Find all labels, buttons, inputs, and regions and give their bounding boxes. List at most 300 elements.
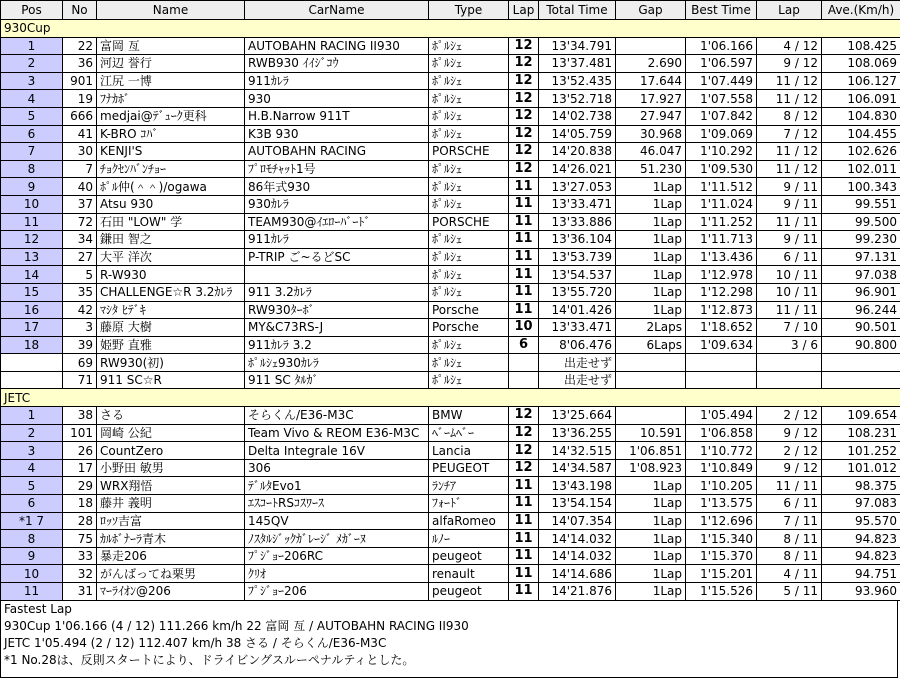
cell-carname: 306 bbox=[245, 459, 429, 477]
table-row bbox=[1, 90, 900, 108]
cell-type: ﾗﾝﾁｱ bbox=[429, 477, 509, 495]
header-gap: Gap bbox=[616, 1, 686, 20]
cell-best-time: 1'06.166 bbox=[686, 37, 757, 55]
cell-best-time: 1'07.449 bbox=[686, 72, 757, 90]
cell-no: 37 bbox=[63, 195, 97, 213]
cell-average: 96.244 bbox=[822, 301, 900, 319]
cell-best-lap: 7 / 12 bbox=[757, 125, 822, 143]
header-lap: Lap bbox=[509, 1, 539, 20]
cell-no: 101 bbox=[63, 424, 97, 442]
penalty-note: *1 No.28は、反則スタートにより、ドライビングスルーペナルティとした。 bbox=[4, 652, 897, 669]
cell-lap: 12 bbox=[509, 143, 539, 161]
cell-total-time: 13'36.255 bbox=[539, 424, 616, 442]
table-row bbox=[1, 37, 900, 55]
cell-pos: *1 7 bbox=[1, 512, 63, 530]
cell-no: 17 bbox=[63, 459, 97, 477]
cell-lap: 11 bbox=[509, 248, 539, 266]
cell-type: ﾎﾟﾙｼｪ bbox=[429, 283, 509, 301]
cell-lap: 11 bbox=[509, 477, 539, 495]
table-row bbox=[1, 512, 900, 530]
cell-average: 102.626 bbox=[822, 143, 900, 161]
cell-carname: 911ｶﾚﾗ 3.2 bbox=[245, 336, 429, 354]
cell-total-time: 13'55.720 bbox=[539, 283, 616, 301]
group-header-row bbox=[1, 389, 900, 407]
cell-average: 97.131 bbox=[822, 248, 900, 266]
cell-carname: MY&C73RS-J bbox=[245, 319, 429, 337]
cell-average: 104.830 bbox=[822, 107, 900, 125]
cell-pos: 9 bbox=[1, 547, 63, 565]
cell-total-time: 13'34.791 bbox=[539, 37, 616, 55]
cell-lap: 11 bbox=[509, 547, 539, 565]
cell-type: Porsche bbox=[429, 319, 509, 337]
cell-best-time: 1'10.205 bbox=[686, 477, 757, 495]
table-row bbox=[1, 336, 900, 354]
cell-name: 石田 "LOW" 学 bbox=[97, 213, 245, 231]
cell-best-time: 1'15.526 bbox=[686, 583, 757, 601]
cell-pos: 11 bbox=[1, 583, 63, 601]
cell-best-time: 1'06.858 bbox=[686, 424, 757, 442]
cell-best-time bbox=[686, 354, 757, 372]
cell-best-time: 1'10.292 bbox=[686, 143, 757, 161]
cell-name: medjai@ﾃﾞｭｰｸ更科 bbox=[97, 107, 245, 125]
cell-best-lap: 11 / 12 bbox=[757, 143, 822, 161]
cell-no: 666 bbox=[63, 107, 97, 125]
cell-average bbox=[822, 371, 900, 389]
table-row bbox=[1, 407, 900, 425]
cell-pos: 2 bbox=[1, 55, 63, 73]
cell-carname: H.B.Narrow 911T bbox=[245, 107, 429, 125]
cell-average: 109.654 bbox=[822, 407, 900, 425]
cell-best-time: 1'15.201 bbox=[686, 565, 757, 583]
cell-best-lap: 9 / 12 bbox=[757, 55, 822, 73]
cell-best-time: 1'07.558 bbox=[686, 90, 757, 108]
cell-total-time: 13'33.471 bbox=[539, 319, 616, 337]
table-row bbox=[1, 371, 900, 389]
cell-best-lap: 7 / 10 bbox=[757, 319, 822, 337]
cell-best-lap: 9 / 11 bbox=[757, 231, 822, 249]
cell-name: ﾎﾟﾙ仲(＾＾)/ogawa bbox=[97, 178, 245, 196]
cell-type: ﾌｫｰﾄﾞ bbox=[429, 495, 509, 513]
table-row bbox=[1, 160, 900, 178]
cell-type: ﾎﾟﾙｼｪ bbox=[429, 354, 509, 372]
cell-pos: 5 bbox=[1, 107, 63, 125]
cell-total-time: 14'26.021 bbox=[539, 160, 616, 178]
table-row bbox=[1, 583, 900, 601]
cell-pos bbox=[1, 371, 63, 389]
cell-carname: 911 3.2ｶﾚﾗ bbox=[245, 283, 429, 301]
cell-best-lap: 9 / 12 bbox=[757, 459, 822, 477]
cell-total-time: 13'43.198 bbox=[539, 477, 616, 495]
cell-no: 42 bbox=[63, 301, 97, 319]
cell-gap: 1Lap bbox=[616, 583, 686, 601]
cell-type: ﾎﾟﾙｼｪ bbox=[429, 371, 509, 389]
cell-no: 7 bbox=[63, 160, 97, 178]
cell-total-time: 13'33.886 bbox=[539, 213, 616, 231]
table-row bbox=[1, 565, 900, 583]
cell-best-time: 1'15.340 bbox=[686, 530, 757, 548]
cell-type: PEUGEOT bbox=[429, 459, 509, 477]
cell-best-lap: 4 / 12 bbox=[757, 37, 822, 55]
cell-best-time: 1'11.252 bbox=[686, 213, 757, 231]
cell-type: ﾎﾟﾙｼｪ bbox=[429, 336, 509, 354]
cell-best-lap: 3 / 6 bbox=[757, 336, 822, 354]
table-row bbox=[1, 319, 900, 337]
cell-average: 97.083 bbox=[822, 495, 900, 513]
cell-name: K-BRO ｺﾊﾞ bbox=[97, 125, 245, 143]
cell-gap: 1Lap bbox=[616, 283, 686, 301]
cell-no: 72 bbox=[63, 213, 97, 231]
cell-average: 94.823 bbox=[822, 530, 900, 548]
cell-pos: 6 bbox=[1, 495, 63, 513]
cell-type: alfaRomeo bbox=[429, 512, 509, 530]
cell-carname: ﾌﾟｼﾞｮｰ206RC bbox=[245, 547, 429, 565]
cell-carname: ﾌﾟﾛﾓﾁｬｯﾄ1号 bbox=[245, 160, 429, 178]
cell-total-time: 14'07.354 bbox=[539, 512, 616, 530]
cell-name: 藤井 義明 bbox=[97, 495, 245, 513]
cell-average: 94.751 bbox=[822, 565, 900, 583]
cell-total-time: 13'37.481 bbox=[539, 55, 616, 73]
cell-best-lap: 9 / 11 bbox=[757, 195, 822, 213]
cell-best-lap: 6 / 11 bbox=[757, 495, 822, 513]
cell-lap: 11 bbox=[509, 231, 539, 249]
cell-no: 28 bbox=[63, 512, 97, 530]
header-total-time: Total Time bbox=[539, 1, 616, 20]
cell-lap: 10 bbox=[509, 319, 539, 337]
cell-no: 35 bbox=[63, 283, 97, 301]
cell-pos: 10 bbox=[1, 195, 63, 213]
cell-name: ｶﾙﾎﾞﾅｰﾗ青木 bbox=[97, 530, 245, 548]
cell-best-lap: 7 / 11 bbox=[757, 512, 822, 530]
cell-total-time: 13'54.154 bbox=[539, 495, 616, 513]
cell-no: 5 bbox=[63, 266, 97, 284]
cell-gap: 1Lap bbox=[616, 530, 686, 548]
cell-lap: 12 bbox=[509, 90, 539, 108]
cell-best-lap: 8 / 11 bbox=[757, 530, 822, 548]
cell-name: 岡崎 公紀 bbox=[97, 424, 245, 442]
table-row bbox=[1, 195, 900, 213]
cell-average: 101.252 bbox=[822, 442, 900, 460]
cell-gap: 6Laps bbox=[616, 336, 686, 354]
cell-lap: 12 bbox=[509, 424, 539, 442]
cell-lap: 11 bbox=[509, 583, 539, 601]
cell-carname: ﾌﾟｼﾞｮｰ206 bbox=[245, 583, 429, 601]
cell-total-time: 14'20.838 bbox=[539, 143, 616, 161]
cell-carname: AUTOBAHN RACING II930 bbox=[245, 37, 429, 55]
cell-name: ﾁｮｸｾﾝﾊﾞﾝﾁｮｰ bbox=[97, 160, 245, 178]
fastest-lap-jetc: JETC 1'05.494 (2 / 12) 112.407 km/h 38 さる / そらくん/E36-M3C bbox=[4, 635, 897, 652]
table-row bbox=[1, 266, 900, 284]
cell-type: ﾎﾟﾙｼｪ bbox=[429, 55, 509, 73]
cell-total-time: 14'14.032 bbox=[539, 547, 616, 565]
cell-pos: 5 bbox=[1, 477, 63, 495]
cell-best-lap bbox=[757, 371, 822, 389]
cell-name: Atsu 930 bbox=[97, 195, 245, 213]
cell-total-time: 14'02.738 bbox=[539, 107, 616, 125]
cell-name: 小野田 敏男 bbox=[97, 459, 245, 477]
cell-type: Lancia bbox=[429, 442, 509, 460]
cell-average: 90.800 bbox=[822, 336, 900, 354]
cell-gap: 46.047 bbox=[616, 143, 686, 161]
cell-best-time: 1'12.873 bbox=[686, 301, 757, 319]
cell-best-time: 1'13.436 bbox=[686, 248, 757, 266]
cell-name: RW930(初) bbox=[97, 354, 245, 372]
cell-total-time: 13'27.053 bbox=[539, 178, 616, 196]
cell-average: 108.231 bbox=[822, 424, 900, 442]
cell-carname: 145QV bbox=[245, 512, 429, 530]
cell-best-lap: 9 / 11 bbox=[757, 178, 822, 196]
fastest-lap-title: Fastest Lap bbox=[4, 601, 897, 618]
cell-lap: 12 bbox=[509, 37, 539, 55]
cell-carname: 911ｶﾚﾗ bbox=[245, 72, 429, 90]
cell-gap: 1Lap bbox=[616, 512, 686, 530]
cell-name: がんばってね栗男 bbox=[97, 565, 245, 583]
cell-no: 38 bbox=[63, 407, 97, 425]
cell-average: 99.230 bbox=[822, 231, 900, 249]
cell-pos: 4 bbox=[1, 459, 63, 477]
results-body bbox=[1, 20, 900, 601]
cell-name: ﾌﾅｶﾎﾞ bbox=[97, 90, 245, 108]
cell-average: 106.091 bbox=[822, 90, 900, 108]
cell-no: 26 bbox=[63, 442, 97, 460]
cell-pos: 13 bbox=[1, 248, 63, 266]
cell-pos: 10 bbox=[1, 565, 63, 583]
cell-average: 94.823 bbox=[822, 547, 900, 565]
cell-average: 108.069 bbox=[822, 55, 900, 73]
table-row bbox=[1, 125, 900, 143]
cell-gap: 51.230 bbox=[616, 160, 686, 178]
table-row bbox=[1, 442, 900, 460]
cell-lap: 11 bbox=[509, 283, 539, 301]
cell-no: 33 bbox=[63, 547, 97, 565]
cell-name: 富岡 亙 bbox=[97, 37, 245, 55]
cell-carname: TEAM930@ｲｴﾛｰﾊﾞｰﾄﾞ bbox=[245, 213, 429, 231]
cell-carname: ﾉｽﾀﾙｼﾞｯｸｶﾞﾚｰｼﾞ ﾒｶﾞｰﾇ bbox=[245, 530, 429, 548]
cell-best-lap: 6 / 11 bbox=[757, 248, 822, 266]
cell-total-time: 14'05.759 bbox=[539, 125, 616, 143]
cell-carname: Team Vivo & REOM E36-M3C bbox=[245, 424, 429, 442]
cell-name: ﾏｰﾗｲｵﾝ@206 bbox=[97, 583, 245, 601]
cell-best-time: 1'12.298 bbox=[686, 283, 757, 301]
cell-name: ﾛｯｿ吉富 bbox=[97, 512, 245, 530]
cell-average: 99.551 bbox=[822, 195, 900, 213]
table-row bbox=[1, 283, 900, 301]
cell-best-lap: 8 / 12 bbox=[757, 107, 822, 125]
cell-no: 75 bbox=[63, 530, 97, 548]
cell-gap: 1Lap bbox=[616, 231, 686, 249]
cell-name: 河辺 誉行 bbox=[97, 55, 245, 73]
cell-name: 暴走206 bbox=[97, 547, 245, 565]
table-row bbox=[1, 530, 900, 548]
cell-best-time: 1'09.634 bbox=[686, 336, 757, 354]
cell-no: 901 bbox=[63, 72, 97, 90]
table-row bbox=[1, 213, 900, 231]
cell-pos: 3 bbox=[1, 72, 63, 90]
cell-lap: 12 bbox=[509, 160, 539, 178]
cell-gap: 1Lap bbox=[616, 213, 686, 231]
cell-type: ﾍﾞｰﾑﾍﾞｰ bbox=[429, 424, 509, 442]
cell-pos: 15 bbox=[1, 283, 63, 301]
cell-average: 101.012 bbox=[822, 459, 900, 477]
cell-lap: 11 bbox=[509, 195, 539, 213]
cell-total-time: 14'01.426 bbox=[539, 301, 616, 319]
cell-carname: 930 bbox=[245, 90, 429, 108]
cell-carname: K3B 930 bbox=[245, 125, 429, 143]
cell-best-lap: 2 / 12 bbox=[757, 407, 822, 425]
cell-gap: 2.690 bbox=[616, 55, 686, 73]
cell-name: 大平 洋次 bbox=[97, 248, 245, 266]
cell-total-time: 14'14.032 bbox=[539, 530, 616, 548]
table-row bbox=[1, 459, 900, 477]
cell-pos: 8 bbox=[1, 530, 63, 548]
cell-best-lap: 11 / 12 bbox=[757, 160, 822, 178]
cell-carname: 911ｶﾚﾗ bbox=[245, 231, 429, 249]
cell-gap bbox=[616, 407, 686, 425]
cell-lap: 12 bbox=[509, 442, 539, 460]
cell-best-lap: 4 / 11 bbox=[757, 565, 822, 583]
cell-no: 39 bbox=[63, 336, 97, 354]
cell-carname: RW930ﾀｰﾎﾞ bbox=[245, 301, 429, 319]
cell-best-time: 1'09.530 bbox=[686, 160, 757, 178]
table-row bbox=[1, 143, 900, 161]
cell-pos: 1 bbox=[1, 407, 63, 425]
cell-name: R-W930 bbox=[97, 266, 245, 284]
cell-lap: 11 bbox=[509, 530, 539, 548]
cell-best-time: 1'15.370 bbox=[686, 547, 757, 565]
cell-best-lap: 11 / 12 bbox=[757, 72, 822, 90]
cell-name: CHALLENGE☆R 3.2ｶﾚﾗ bbox=[97, 283, 245, 301]
cell-type: ﾎﾟﾙｼｪ bbox=[429, 72, 509, 90]
cell-gap: 1Lap bbox=[616, 495, 686, 513]
table-row bbox=[1, 178, 900, 196]
cell-gap: 1Lap bbox=[616, 565, 686, 583]
cell-best-lap: 10 / 11 bbox=[757, 266, 822, 284]
cell-name: 江尻 一博 bbox=[97, 72, 245, 90]
cell-lap: 11 bbox=[509, 266, 539, 284]
cell-best-time: 1'11.024 bbox=[686, 195, 757, 213]
cell-best-lap: 11 / 12 bbox=[757, 90, 822, 108]
cell-gap: 1Lap bbox=[616, 248, 686, 266]
table-row bbox=[1, 231, 900, 249]
cell-type: peugeot bbox=[429, 547, 509, 565]
cell-pos: 1 bbox=[1, 37, 63, 55]
cell-average: 90.501 bbox=[822, 319, 900, 337]
header-name: Name bbox=[97, 1, 245, 20]
cell-type: ﾙﾉｰ bbox=[429, 530, 509, 548]
cell-pos: 16 bbox=[1, 301, 63, 319]
cell-gap: 1Lap bbox=[616, 178, 686, 196]
cell-best-time: 1'11.713 bbox=[686, 231, 757, 249]
cell-no: 18 bbox=[63, 495, 97, 513]
cell-lap: 12 bbox=[509, 72, 539, 90]
cell-best-time: 1'18.652 bbox=[686, 319, 757, 337]
cell-total-time: 14'21.876 bbox=[539, 583, 616, 601]
cell-name: 911 SC☆R bbox=[97, 371, 245, 389]
fastest-lap-section bbox=[0, 601, 898, 678]
cell-average: 96.901 bbox=[822, 283, 900, 301]
cell-best-lap: 9 / 12 bbox=[757, 424, 822, 442]
cell-total-time: 14'14.686 bbox=[539, 565, 616, 583]
cell-gap bbox=[616, 37, 686, 55]
cell-total-time: 出走せず bbox=[539, 354, 616, 372]
cell-lap: 11 bbox=[509, 178, 539, 196]
cell-best-time: 1'09.069 bbox=[686, 125, 757, 143]
table-row bbox=[1, 477, 900, 495]
cell-average: 100.343 bbox=[822, 178, 900, 196]
cell-lap: 12 bbox=[509, 125, 539, 143]
header-average: Ave.(Km/h) bbox=[822, 1, 900, 20]
table-row bbox=[1, 107, 900, 125]
cell-type: ﾎﾟﾙｼｪ bbox=[429, 231, 509, 249]
cell-gap: 1Lap bbox=[616, 266, 686, 284]
cell-type: ﾎﾟﾙｼｪ bbox=[429, 125, 509, 143]
cell-type: ﾎﾟﾙｼｪ bbox=[429, 37, 509, 55]
cell-lap bbox=[509, 371, 539, 389]
cell-gap: 1'08.923 bbox=[616, 459, 686, 477]
cell-type: ﾎﾟﾙｼｪ bbox=[429, 107, 509, 125]
cell-name: WRX翔悟 bbox=[97, 477, 245, 495]
cell-total-time: 13'33.471 bbox=[539, 195, 616, 213]
cell-no: 31 bbox=[63, 583, 97, 601]
cell-name: さる bbox=[97, 407, 245, 425]
cell-best-lap: 8 / 11 bbox=[757, 547, 822, 565]
cell-type: ﾎﾟﾙｼｪ bbox=[429, 160, 509, 178]
cell-no: 27 bbox=[63, 248, 97, 266]
table-row bbox=[1, 72, 900, 90]
cell-carname: ｸﾘｵ bbox=[245, 565, 429, 583]
table-row bbox=[1, 248, 900, 266]
cell-pos: 7 bbox=[1, 143, 63, 161]
cell-pos: 17 bbox=[1, 319, 63, 337]
cell-best-lap: 5 / 11 bbox=[757, 583, 822, 601]
cell-carname: RWB930 ｲｲｼﾞｺｳ bbox=[245, 55, 429, 73]
cell-no: 36 bbox=[63, 55, 97, 73]
group-title: JETC bbox=[1, 389, 900, 407]
cell-type: ﾎﾟﾙｼｪ bbox=[429, 178, 509, 196]
cell-name: ﾏｼﾀ ﾋﾃﾞｷ bbox=[97, 301, 245, 319]
cell-type: PORSCHE bbox=[429, 213, 509, 231]
table-row bbox=[1, 547, 900, 565]
cell-lap: 6 bbox=[509, 336, 539, 354]
cell-total-time: 13'25.664 bbox=[539, 407, 616, 425]
header-best-lap: Lap bbox=[757, 1, 822, 20]
header-carname: CarName bbox=[245, 1, 429, 20]
cell-best-lap: 11 / 11 bbox=[757, 213, 822, 231]
cell-gap: 1Lap bbox=[616, 547, 686, 565]
cell-best-lap: 11 / 11 bbox=[757, 301, 822, 319]
table-row bbox=[1, 354, 900, 372]
cell-best-time: 1'10.772 bbox=[686, 442, 757, 460]
cell-no: 29 bbox=[63, 477, 97, 495]
cell-lap: 11 bbox=[509, 213, 539, 231]
cell-average: 95.570 bbox=[822, 512, 900, 530]
cell-total-time: 13'52.718 bbox=[539, 90, 616, 108]
cell-carname: ﾃﾞﾙﾀEvo1 bbox=[245, 477, 429, 495]
cell-gap: 2Laps bbox=[616, 319, 686, 337]
cell-average: 98.375 bbox=[822, 477, 900, 495]
table-row bbox=[1, 301, 900, 319]
cell-pos: 12 bbox=[1, 231, 63, 249]
cell-carname: 930ｶﾚﾗ bbox=[245, 195, 429, 213]
cell-type: Porsche bbox=[429, 301, 509, 319]
cell-name: 藤原 大樹 bbox=[97, 319, 245, 337]
cell-total-time: 13'54.537 bbox=[539, 266, 616, 284]
cell-average: 108.425 bbox=[822, 37, 900, 55]
cell-pos: 6 bbox=[1, 125, 63, 143]
cell-gap: 1Lap bbox=[616, 195, 686, 213]
cell-no: 34 bbox=[63, 231, 97, 249]
fastest-lap-930cup: 930Cup 1'06.166 (4 / 12) 111.266 km/h 22 富岡 亙 / AUTOBAHN RACING II930 bbox=[4, 618, 897, 635]
cell-no: 40 bbox=[63, 178, 97, 196]
